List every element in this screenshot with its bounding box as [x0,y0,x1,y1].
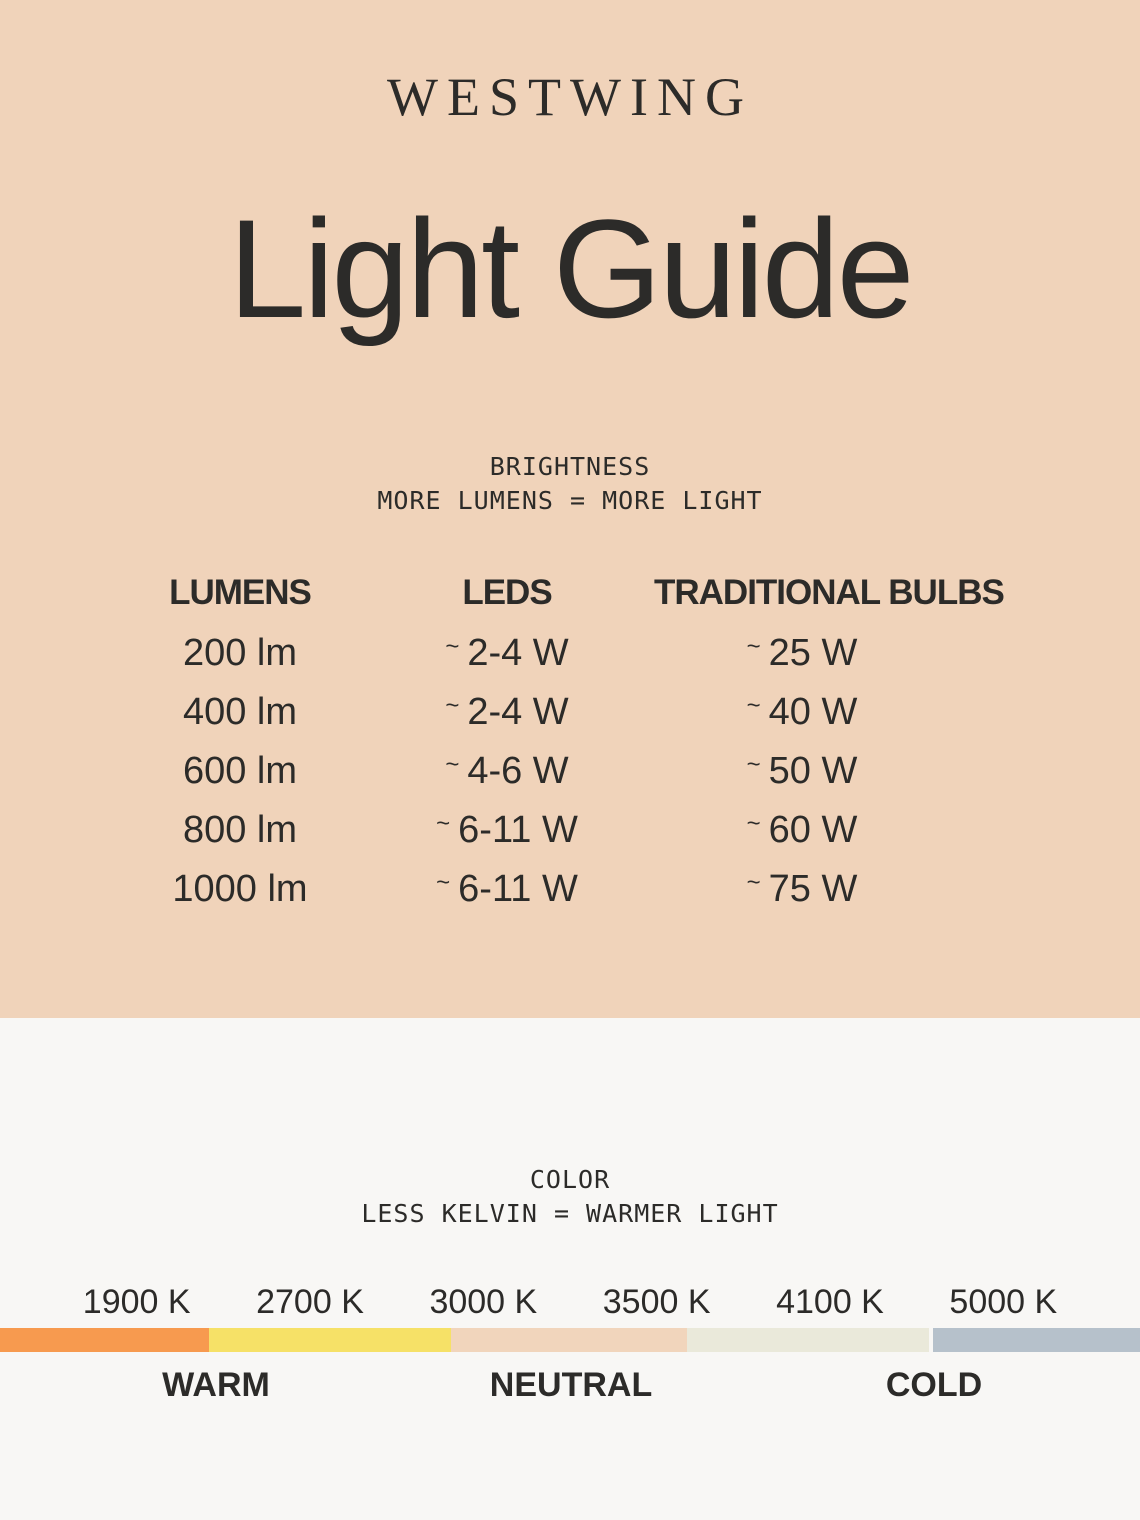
color-intro [0,1163,1140,1231]
color-subheading: LESS KELVIN = WARMER LIGHT [361,1199,779,1228]
color-temperature-section [0,1018,1140,1520]
zone-label-neutral: NEUTRAL [489,1366,653,1404]
brightness-subheading: MORE LUMENS = MORE LIGHT [377,486,763,515]
bulb-watt-value [654,862,950,921]
approx-symbol: ~ [445,633,460,660]
approx-symbol: ~ [436,869,451,896]
lumens-value: 600 lm [182,750,298,792]
color-temperature-bar [0,1328,1140,1352]
approx-symbol: ~ [445,751,460,778]
led-watt-value [360,626,654,685]
approx-symbol: ~ [746,751,761,778]
bulb-watt-text: 75 W [768,868,858,910]
led-watt-value [360,744,654,803]
kelvin-label: 2700 K [256,1283,364,1321]
led-watt-text: 6-11 W [458,809,578,851]
bulb-watt-text: 50 W [768,750,858,792]
table-row [120,744,950,803]
kelvin-label: 5000 K [949,1283,1058,1321]
lumens-value: 400 lm [182,691,298,733]
approx-symbol: ~ [746,633,761,660]
led-watt-value [360,862,654,921]
lumens-value: 200 lm [182,632,298,674]
table-row [120,626,950,685]
bulb-watt-value [654,685,950,744]
led-watt-text: 6-11 W [458,868,578,910]
bulb-watt-value [654,744,950,803]
color-heading: COLOR [529,1165,611,1194]
scale-segment-warm-orange [0,1328,209,1352]
lumens-table [120,568,1004,921]
approx-symbol: ~ [436,810,451,837]
table-header-row [120,568,1004,618]
page-title: Light Guide [228,190,912,347]
kelvin-label: 3000 K [429,1283,538,1321]
brand-logo: WESTWING [387,67,753,127]
zone-label-warm: WARM [162,1366,270,1404]
scale-segment-warm-yellow [209,1328,451,1352]
bulb-watt-value [654,626,950,685]
approx-symbol: ~ [746,692,761,719]
scale-segment-cold-blue [933,1328,1140,1352]
table-row [120,862,950,921]
scale-segment-neutral-cream [687,1328,929,1352]
kelvin-label: 1900 K [82,1283,191,1321]
column-header-lumens: LUMENS [169,573,311,612]
approx-symbol: ~ [445,692,460,719]
table-row [120,685,950,744]
approx-symbol: ~ [746,810,761,837]
bulb-watt-text: 60 W [768,809,858,851]
led-watt-value [360,803,654,862]
zone-label-cold: COLD [885,1366,983,1404]
kelvin-label: 3500 K [602,1283,711,1321]
brightness-intro [0,450,1140,518]
lumens-value: 1000 lm [172,868,308,910]
bulb-watt-value [654,803,950,862]
kelvin-scale-labels [50,1283,1090,1321]
scale-segment-neutral-peach [451,1328,687,1352]
bulb-watt-text: 40 W [768,691,858,733]
column-header-traditional-bulbs: TRADITIONAL BULBS [654,573,1004,612]
led-watt-text: 2-4 W [467,632,569,674]
led-watt-text: 2-4 W [467,691,569,733]
kelvin-label: 4100 K [776,1283,884,1321]
bulb-watt-text: 25 W [768,632,858,674]
lumens-value: 800 lm [182,809,298,851]
led-watt-value [360,685,654,744]
column-header-leds: LEDS [462,573,552,612]
led-watt-text: 4-6 W [467,750,569,792]
approx-symbol: ~ [746,869,761,896]
brightness-heading: BRIGHTNESS [489,452,651,481]
table-row [120,803,950,862]
